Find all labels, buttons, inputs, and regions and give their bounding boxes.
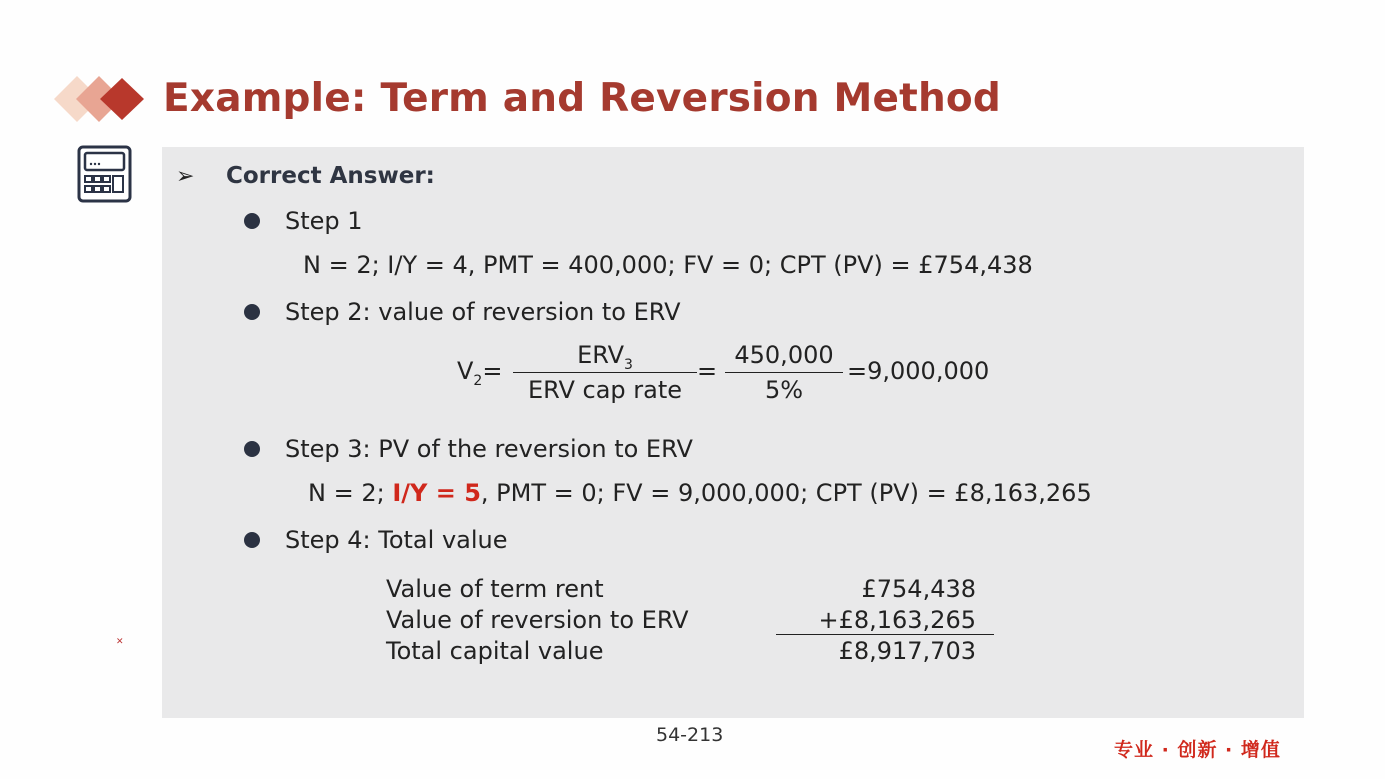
step-3-calculation: N = 2; I/Y = 5, PMT = 0; FV = 9,000,000; CPT (PV) = £8,163,265 bbox=[308, 479, 1092, 507]
heading-row bbox=[176, 158, 435, 194]
step-1-calculation: N = 2; I/Y = 4, PMT = 400,000; FV = 0; CPT (PV) = £754,438 bbox=[303, 251, 1033, 279]
brand-slogan: 专业 · 创新 · 增值 bbox=[1114, 739, 1281, 761]
total-row-label: Total capital value bbox=[386, 637, 604, 665]
slide: Example: Term and Reversion Method ➢ Correct Answer: Step 1 N = 2; I/Y = 4, PMT = 400,000; FV = 0; CPT (PV) = £754,438 Step 2: value of reversion to ERV $V_2=$ $ERV_3$ ERV cap rate = 450,000 5% =9,000,000 Step 3: PV of the reversion to ERV N = 2; I/Y = 5, PMT = 0; FV = 9,000,000; CPT (PV) = £8,163,265 Step 4: Total value Value of term rent £754,438 Value of reversion to ERV +£8,163,265 Total capital value £8,917,703 ✕ 54-213 专业 · 创新 · 增值 bbox=[0, 0, 1385, 779]
slide-title: Example: Term and Reversion Method bbox=[163, 76, 1002, 121]
calculator-icon bbox=[77, 145, 132, 203]
page-number: 54-213 bbox=[656, 724, 724, 746]
bullet-dot-icon bbox=[244, 213, 260, 229]
bullet-dot-icon bbox=[244, 532, 260, 548]
total-row-label: Value of term rent bbox=[386, 575, 604, 603]
formula-fraction-1: $ERV_3$ ERV cap rate bbox=[513, 340, 697, 405]
step-3 bbox=[244, 432, 693, 466]
step-2 bbox=[244, 295, 681, 329]
formula-lhs: $V_2=$ bbox=[457, 357, 503, 389]
correct-answer-heading: Correct Answer: bbox=[226, 163, 435, 189]
diamond-bullet-icon bbox=[52, 72, 152, 126]
mark-icon: ✕ bbox=[116, 637, 124, 647]
step-2-label: Step 2: value of reversion to ERV bbox=[285, 298, 681, 326]
formula-result: =9,000,000 bbox=[847, 357, 990, 385]
step-3-label: Step 3: PV of the reversion to ERV bbox=[285, 435, 693, 463]
total-row-label: Value of reversion to ERV bbox=[386, 606, 689, 634]
total-row-value: £8,917,703 bbox=[838, 637, 976, 665]
bullet-dot-icon bbox=[244, 304, 260, 320]
highlighted-rate: I/Y = 5 bbox=[392, 479, 481, 507]
bullet-dot-icon bbox=[244, 441, 260, 457]
total-row-value: +£8,163,265 bbox=[818, 606, 976, 634]
arrow-bullet-icon: ➢ bbox=[176, 163, 195, 189]
total-row-value: £754,438 bbox=[861, 575, 976, 603]
step-1-label: Step 1 bbox=[285, 207, 363, 235]
formula-fraction-2: 450,000 5% bbox=[725, 340, 843, 405]
sum-rule bbox=[776, 634, 994, 635]
step-1 bbox=[244, 204, 363, 238]
step-4-label: Step 4: Total value bbox=[285, 526, 508, 554]
step-4 bbox=[244, 523, 508, 557]
